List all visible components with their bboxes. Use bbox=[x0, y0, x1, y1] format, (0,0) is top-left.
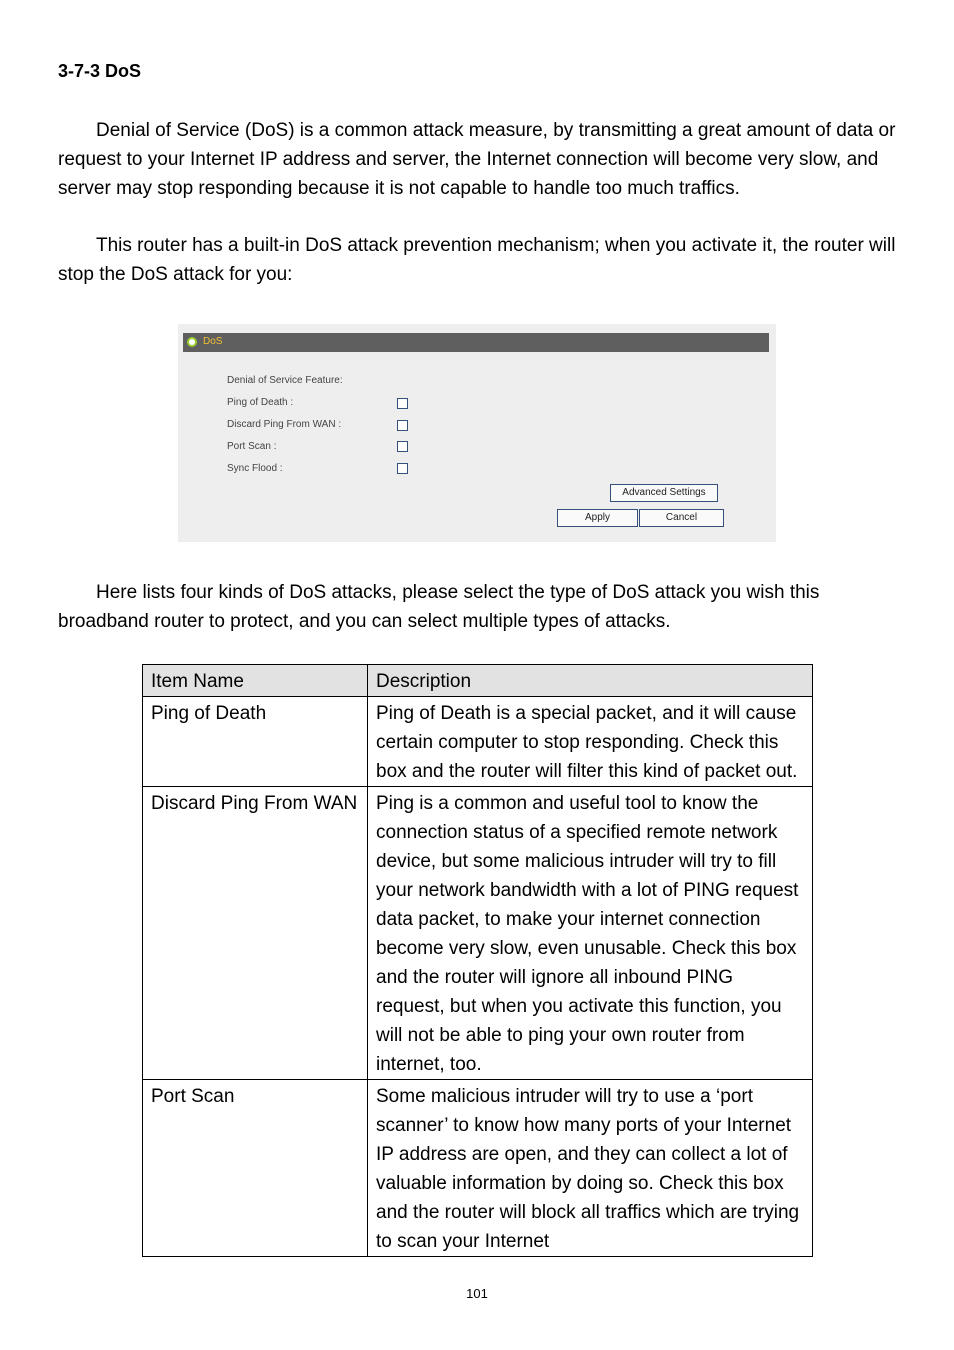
description-cell: Ping is a common and useful tool to know the connection status of a specified remote network device, but some malicious intruder will try to fill your network bandwidth with a lot of PING request data packet, to make your internet connection become very slow, even unusable. Check this box and the router will ignore all inbound PING request, but when you activate this function, you will not be able to ping your own router from internet, too. bbox=[368, 787, 813, 1080]
description-cell: Some malicious intruder will try to use a ‘port scanner’ to know how many ports of your Internet IP address are open, and they can collect a lot of valuable information by doing so. Check this box and the router will block all traffics which are trying to scan your Internet bbox=[368, 1080, 813, 1257]
dos-items-table bbox=[142, 664, 813, 1257]
router-dos-screenshot bbox=[178, 324, 776, 542]
intro-paragraph bbox=[58, 116, 898, 203]
panel-title: DoS bbox=[203, 336, 223, 347]
section-heading: 3-7-3 DoS bbox=[58, 61, 142, 81]
option-label-port-scan: Port Scan : bbox=[227, 441, 277, 452]
table-row bbox=[143, 697, 813, 787]
checkbox-ping-of-death[interactable] bbox=[397, 398, 408, 409]
feature-heading: Denial of Service Feature: bbox=[227, 375, 343, 386]
option-label-sync-flood: Sync Flood : bbox=[227, 463, 283, 474]
apply-button[interactable]: Apply bbox=[557, 509, 638, 527]
mechanism-paragraph bbox=[58, 231, 898, 289]
checkbox-sync-flood[interactable] bbox=[397, 463, 408, 474]
checkbox-port-scan[interactable] bbox=[397, 441, 408, 452]
attack-types-paragraph bbox=[58, 578, 898, 636]
column-header-description: Description bbox=[368, 665, 813, 697]
checkbox-discard-ping[interactable] bbox=[397, 420, 408, 431]
intro-text: Denial of Service (DoS) is a common attack measure, by transmitting a great amount of data or request to your Internet IP address and server, the Internet connection will become very slow, and server may stop responding because it is not capable to handle too much traffics. bbox=[58, 120, 896, 199]
table-row bbox=[143, 787, 813, 1080]
description-cell: Ping of Death is a special packet, and it will cause certain computer to stop responding. Check this box and the router will filter this kind of packet out. bbox=[368, 697, 813, 787]
page-number: 101 bbox=[466, 1286, 488, 1301]
item-name-cell: Discard Ping From WAN bbox=[143, 787, 368, 1080]
cancel-button[interactable]: Cancel bbox=[639, 509, 724, 527]
advanced-settings-button[interactable]: Advanced Settings bbox=[610, 484, 718, 502]
item-name-cell: Ping of Death bbox=[143, 697, 368, 787]
table-header-row bbox=[143, 665, 813, 697]
panel-title-bar bbox=[183, 333, 769, 352]
item-name-cell: Port Scan bbox=[143, 1080, 368, 1257]
column-header-item-name: Item Name bbox=[143, 665, 368, 697]
option-label-ping-of-death: Ping of Death : bbox=[227, 397, 294, 408]
option-label-discard-ping: Discard Ping From WAN : bbox=[227, 419, 342, 430]
bullet-icon bbox=[187, 337, 197, 347]
attack-types-text: Here lists four kinds of DoS attacks, please select the type of DoS attack you wish this broadband router to protect, and you can select multiple types of attacks. bbox=[58, 582, 820, 632]
table-row bbox=[143, 1080, 813, 1257]
mechanism-text: This router has a built-in DoS attack prevention mechanism; when you activate it, the router will stop the DoS attack for you: bbox=[58, 235, 896, 285]
